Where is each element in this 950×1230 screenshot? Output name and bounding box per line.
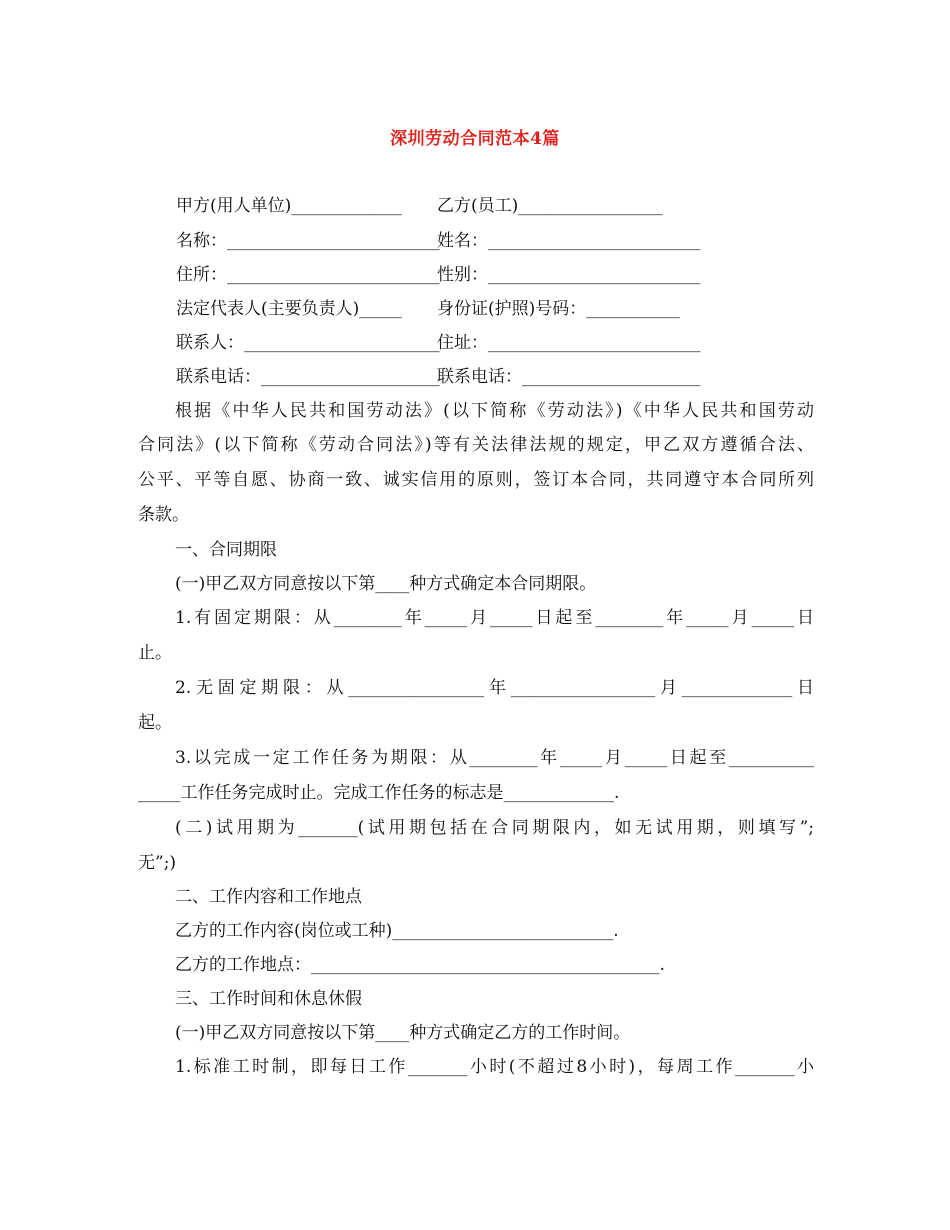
paragraph-line: 止。 (138, 643, 172, 663)
intro-line: 根据《中华人民共和国劳动法》(以下简称《劳动法》)《中华人民共和国劳动 (175, 401, 814, 421)
employee-phone-field: 联系电话：_____________________ (437, 367, 701, 387)
id-number-field: 身份证(护照)号码：___________ (437, 299, 680, 319)
paragraph: 乙方的工作地点：_________________________________________. (175, 955, 665, 975)
section-heading: 一、合同期限 (175, 540, 277, 560)
paragraph-line: 1.标准工时制，即每日工作_______小时(不超过8小时)，每周工作_______小 (175, 1057, 814, 1077)
party-b-label: 乙方(员工)_________________ (437, 196, 663, 216)
paragraph: (一)甲乙双方同意按以下第____种方式确定本合同期限。 (175, 574, 597, 594)
paragraph-line: 2.无固定期限：从________________年_________________月_____________日 (175, 678, 814, 698)
intro-line: 合同法》(以下简称《劳动合同法》)等有关法律法规的规定，甲乙双方遵循合法、 (138, 435, 814, 455)
paragraph-line: 3.以完成一定工作任务为期限：从________年_____月_____日起至__________ (175, 748, 814, 768)
paragraph-line: _____工作任务完成时止。完成工作任务的标志是_____________. (138, 783, 620, 803)
paragraph: (一)甲乙双方同意按以下第____种方式确定乙方的工作时间。 (175, 1023, 631, 1043)
document-title: 深圳劳动合同范本4篇 (390, 129, 560, 149)
paragraph-line: 起。 (138, 713, 172, 733)
paragraph-line: 1.有固定期限：从________年_____月_____日起至________年_____月_____日 (175, 608, 814, 628)
company-address-field: 住所：_________________________ (176, 265, 440, 285)
paragraph-line: 无”;) (138, 853, 177, 873)
section-heading: 二、工作内容和工作地点 (175, 887, 362, 907)
intro-line: 条款。 (138, 505, 189, 525)
paragraph-line: (二)试用期为_______(试用期包括在合同期限内，如无试用期，则填写”; (175, 818, 814, 838)
employee-address-field: 住址：_________________________ (437, 333, 701, 353)
employee-name-field: 姓名：_________________________ (437, 231, 701, 251)
company-name-field: 名称：_________________________ (176, 231, 440, 251)
employee-gender-field: 性别：_________________________ (437, 265, 701, 285)
legal-representative-field: 法定代表人(主要负责人)_____ (176, 299, 402, 319)
company-contact-field: 联系人：_______________________ (176, 333, 440, 353)
intro-line: 公平、平等自愿、协商一致、诚实信用的原则，签订本合同，共同遵守本合同所列 (138, 470, 814, 490)
paragraph: 乙方的工作内容(岗位或工种)__________________________. (175, 921, 619, 941)
party-a-label: 甲方(用人单位)_____________ (176, 196, 402, 216)
company-phone-field: 联系电话：_____________________ (176, 367, 440, 387)
section-heading: 三、工作时间和休息休假 (175, 989, 362, 1009)
